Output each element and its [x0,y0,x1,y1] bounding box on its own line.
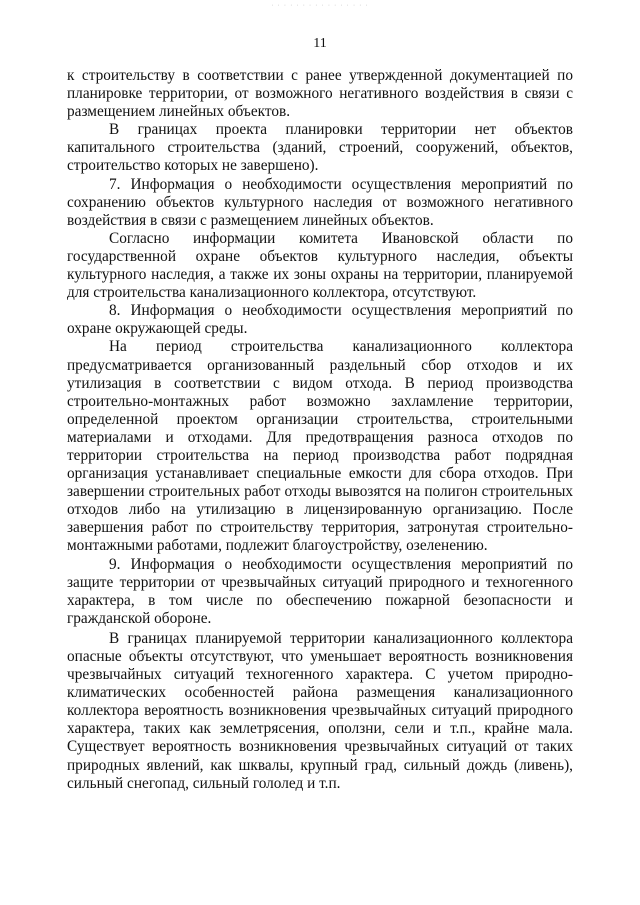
section-9-heading: 9. Информация о необходимости осуществления мероприятий по защите территории от чрезвычайных ситуаций природного и техногенного характера, в том числе по обеспечению пожарной безопасности и гражданской обороне. [67,555,573,627]
section-8-heading: 8. Информация о необходимости осуществления мероприятий по охране окружающей среды. [67,302,573,338]
paragraph-cultural-heritage: Согласно информации комитета Ивановской области по государственной охране объектов культурного наследия, объекты культурного наследия, а также их зоны охраны на территории, планируемой для строительства канализационного коллектора, отсутствуют. [67,229,573,302]
paragraph-no-objects: В границах проекта планировки территории нет объектов капитального строительства (зданий, строений, сооружений, объектов, строительство которых не завершено). [67,121,573,175]
document-body [67,67,573,793]
paragraph-environment: На период строительства канализационного коллектора предусматривается организованный раздельный сбор отходов и их утилизация в соответствии с видом отхода. В период производства строительно-монтажных работ возможно захламление территории, определенной проектом организации строительства, строительными материалами и отходами. Для предотвращения разноса отходов по территории строительства на период производства работ подрядная организация устанавливает специальные емкости для сбора отходов. При завершении строительных работ отходы вывозятся на полигон строительных отходов либо на утилизацию в лицензированную организацию. После завершения работ по строительству территория, затронутая строительно-монтажными работами, подлежит благоустройству, озеленению. [67,338,573,555]
header-stamp: · · · · · · · · · · · · · · · · [271,2,369,9]
page-number: 11 [313,36,327,51]
section-7-heading: 7. Информация о необходимости осуществления мероприятий по сохранению объектов культурного наследия от возможного негативного воздействия в связи с размещением линейных объектов. [67,175,573,229]
paragraph-continuation: к строительству в соответствии с ранее утвержденной документацией по планировке территории, от возможного негативного воздействия в связи с размещением линейных объектов. [67,67,573,121]
paragraph-emergencies: В границах планируемой территории канализационного коллектора опасные объекты отсутствуют, что уменьшает вероятность возникновения чрезвычайных ситуаций техногенного характера. С учетом природно-климатических особенностей района размещения канализационного коллектора вероятность возникновения чрезвычайных ситуаций природного характера, таких как землетрясения, оползни, сели и т.п., крайне мала. Существует вероятность возникновения чрезвычайных ситуаций от таких природных явлений, как шквалы, крупный град, сильный дождь (ливень), сильный снегопад, сильный гололед и т.п. [67,629,573,792]
